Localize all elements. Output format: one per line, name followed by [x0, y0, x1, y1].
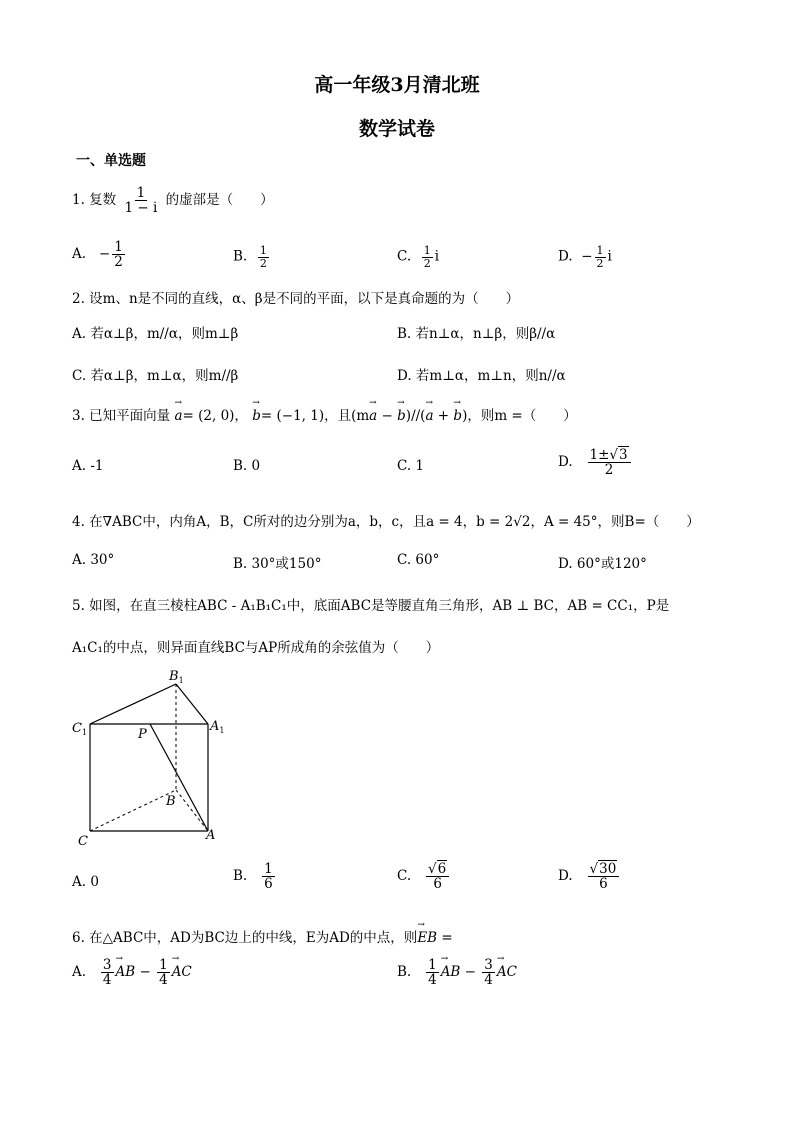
question-1-stem	[72, 186, 274, 215]
vector-b: → b	[453, 408, 462, 424]
fraction	[426, 862, 449, 891]
frac-den: 2	[259, 256, 267, 270]
frac-num: √30	[588, 862, 620, 877]
label-a1: $A_1$	[210, 719, 225, 735]
label-b: B	[166, 794, 176, 809]
q4-option-d: D. 60°或120°	[558, 556, 647, 572]
q4-option-c: C. 60°	[397, 552, 440, 568]
frac-num: 1	[423, 244, 431, 257]
vector-b: → b	[397, 408, 406, 424]
option-label: D.	[558, 868, 573, 885]
radicand: 3	[619, 447, 628, 463]
fraction	[258, 245, 269, 269]
question-5-line1: 5. 如图，在直三棱柱ABC - A₁B₁C₁中，底面ABC是等腰直角三角形，AB ⊥ BC，AB = CC₁，P是	[72, 598, 670, 614]
q5-option-c	[397, 862, 451, 891]
frac-num: 1	[259, 244, 267, 257]
document-subtitle: 数学试卷	[358, 118, 435, 140]
q3-option-a: A. -1	[72, 458, 104, 474]
q3-option-d	[558, 448, 633, 477]
q1-option-a	[72, 240, 127, 269]
q1-frac-num: 1	[136, 185, 146, 201]
q3-suffix: )，则m =（ ）	[462, 408, 577, 424]
q2-option-a: A. 若α⊥β，m//α，则m⊥β	[72, 326, 239, 342]
frac-num: 1±√3	[588, 448, 631, 463]
option-label: C.	[397, 868, 412, 885]
q2-option-b: B. 若n⊥α，n⊥β，则β//α	[397, 326, 556, 342]
frac-num: 1	[428, 957, 437, 973]
frac-den: 6	[264, 876, 273, 893]
frac-den: 4	[102, 972, 112, 989]
q6-option-a	[72, 958, 192, 987]
minus: −	[377, 408, 398, 424]
fraction	[157, 958, 170, 987]
q4-option-b: B. 30°或150°	[233, 556, 322, 572]
frac-num: √6	[426, 862, 449, 877]
question-5-line2: A₁C₁的中点，则异面直线BC与AP所成角的余弦值为（ ）	[72, 640, 440, 656]
vector-ab: → AB	[116, 964, 136, 980]
edge-b1-a1	[176, 684, 208, 724]
frac-num: 1	[159, 957, 168, 973]
q4-option-a: A. 30°	[72, 552, 115, 568]
q1-option-b	[233, 245, 271, 269]
label-b1: $B_1$	[169, 669, 184, 685]
frac-num: 3	[102, 957, 112, 973]
minus: −	[460, 964, 481, 981]
q1-option-c	[397, 245, 439, 269]
edge-b-a	[176, 790, 208, 831]
question-6-stem	[72, 926, 453, 946]
frac-den: 6	[433, 876, 442, 893]
frac-den: 2	[604, 462, 614, 479]
prism-figure	[70, 662, 240, 852]
fraction	[112, 240, 125, 269]
option-label: B.	[233, 248, 248, 265]
minus: −	[135, 964, 156, 981]
frac-num: 3	[484, 957, 493, 973]
q6-prefix: 6. 在△ABC中，AD为BC边上的中线，E为AD的中点，则	[72, 930, 418, 946]
num-prefix: 1±	[589, 447, 610, 463]
vector-eb: → EB	[417, 930, 437, 946]
document-title: 高一年级3月清北班	[314, 74, 480, 96]
frac-den: 6	[599, 876, 608, 893]
vector-ac: → AC	[497, 964, 517, 980]
sign: −	[98, 246, 111, 263]
parallel: )//(	[405, 408, 426, 424]
fraction	[588, 448, 631, 477]
frac-num: 1	[114, 239, 123, 255]
q3-a-value: = (2, 0)，	[182, 408, 248, 424]
label-p: P	[138, 727, 147, 742]
vector-a: → a	[425, 408, 433, 424]
option-label: B.	[233, 868, 248, 885]
label-c1: $C_1$	[72, 721, 88, 737]
q1-option-d	[558, 245, 612, 269]
vector-ab: → AB	[441, 964, 461, 980]
imag-unit: i	[607, 248, 612, 265]
imag-unit: i	[434, 248, 440, 265]
fraction	[101, 958, 114, 987]
q1-suffix: 的虚部是（ ）	[165, 192, 274, 209]
q6-option-b	[397, 958, 517, 987]
q3-prefix: 3. 已知平面向量	[72, 408, 171, 424]
option-label: A.	[72, 246, 87, 263]
q2-option-d: D. 若m⊥α，m⊥n，则n//α	[397, 368, 566, 384]
frac-den: 4	[159, 972, 168, 989]
q6-suffix: =	[437, 930, 453, 946]
label-a: A	[206, 828, 216, 843]
q3-option-b: B. 0	[233, 458, 261, 474]
frac-den: 4	[428, 972, 437, 989]
edge-c1-b1	[90, 684, 176, 724]
frac-num: 1	[264, 861, 273, 877]
radicand: 30	[599, 861, 617, 877]
fraction	[422, 245, 433, 269]
frac-den: 2	[114, 254, 123, 271]
plus: +	[433, 408, 454, 424]
option-label: B.	[397, 964, 412, 981]
fraction	[482, 958, 495, 987]
question-4-stem: 4. 在∇ABC中，内角A，B，C所对的边分别为a，b，c，且a = 4，b = 2√2，A = 45°，则B=（ ）	[72, 514, 700, 530]
fraction	[595, 245, 606, 269]
question-2-stem: 2. 设m、n是不同的直线，α、β是不同的平面，以下是真命题的为（ ）	[72, 291, 520, 307]
vector-a: → a	[369, 408, 377, 424]
question-3-stem	[72, 404, 577, 424]
fraction	[262, 862, 275, 891]
frac-num: 1	[596, 244, 604, 257]
fraction	[588, 862, 620, 891]
vector-ac: → AC	[172, 964, 192, 980]
fraction	[426, 958, 439, 987]
frac-den: 4	[484, 972, 493, 989]
q3-option-c: C. 1	[397, 458, 425, 474]
frac-den: 2	[423, 256, 431, 270]
sign: −	[581, 248, 593, 265]
q1-prefix: 1. 复数	[72, 192, 117, 209]
option-label: D.	[558, 454, 573, 471]
q5-option-b	[233, 862, 277, 891]
q1-frac-den: 1 − i	[124, 200, 158, 217]
radicand: 6	[437, 861, 447, 877]
section-heading: 一、单选题	[76, 153, 146, 169]
q5-option-d	[558, 862, 621, 891]
option-label: A.	[72, 964, 87, 981]
vector-a: → a	[174, 408, 182, 424]
edge-c-b	[90, 790, 176, 831]
option-label: D.	[558, 248, 573, 265]
q2-option-c: C. 若α⊥β，m⊥α，则m//β	[72, 368, 239, 384]
frac-den: 2	[596, 256, 604, 270]
q3-b-value: = (−1, 1)，且(m	[260, 408, 370, 424]
option-label: C.	[397, 248, 412, 265]
edge-p-a	[150, 724, 208, 831]
vector-b: → b	[252, 408, 261, 424]
label-c: C	[78, 834, 88, 849]
q5-option-a: A. 0	[72, 874, 99, 890]
q1-fraction	[122, 186, 159, 215]
